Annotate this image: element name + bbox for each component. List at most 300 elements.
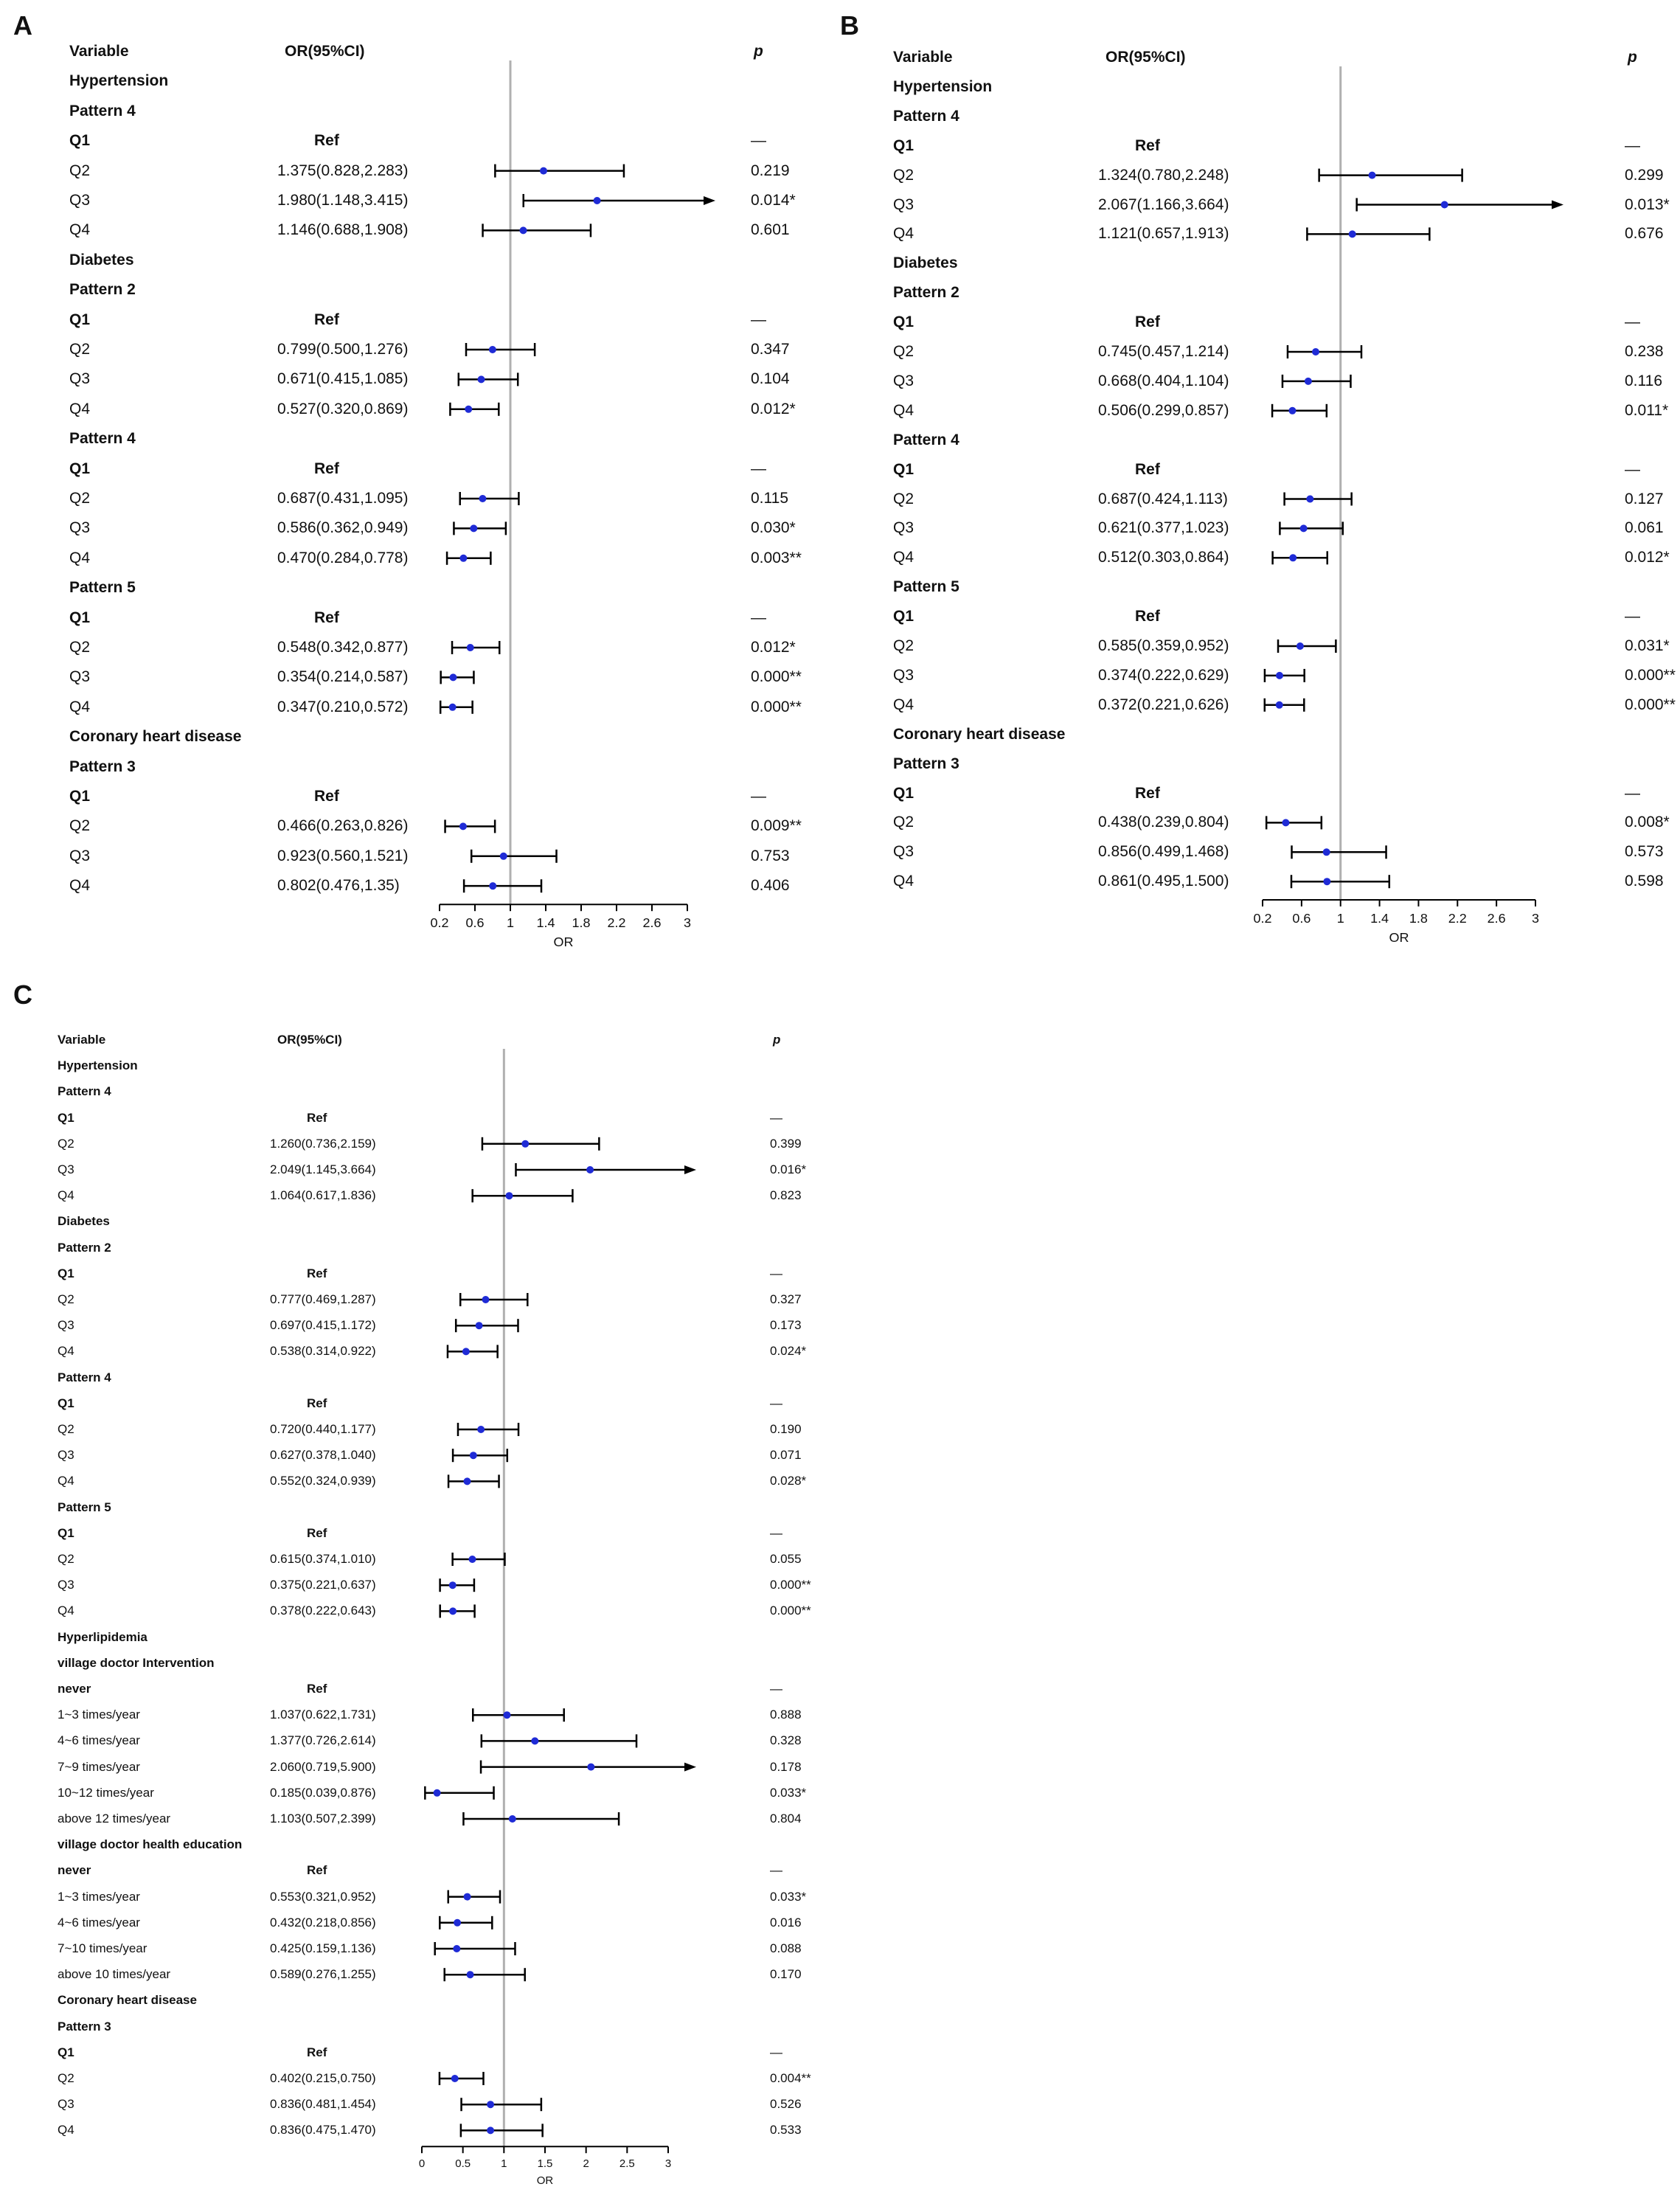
section-row <box>0 1626 840 1648</box>
data-row <box>840 635 1680 657</box>
data-row <box>0 2042 840 2064</box>
or-ci-value: 0.861(0.495,1.500) <box>1098 873 1229 890</box>
section-label: Coronary heart disease <box>69 728 242 746</box>
section-label: Pattern 4 <box>58 1370 111 1384</box>
data-row <box>840 311 1680 333</box>
p-value: 0.000** <box>770 1578 811 1592</box>
data-row <box>0 875 840 897</box>
p-value: 0.104 <box>751 370 790 388</box>
data-row <box>840 811 1680 833</box>
or-ci-value: 0.856(0.499,1.468) <box>1098 843 1229 861</box>
data-row <box>840 488 1680 510</box>
section-label: Pattern 5 <box>893 578 959 596</box>
p-value: — <box>770 1525 782 1540</box>
row-label: Q2 <box>58 1552 74 1566</box>
row-label: above 10 times/year <box>58 1967 171 1982</box>
section-label: Coronary heart disease <box>893 725 1066 743</box>
p-value: 0.061 <box>1625 519 1664 537</box>
p-value: 0.399 <box>770 1136 802 1151</box>
p-value: 0.676 <box>1625 225 1664 243</box>
or-ci-value: Ref <box>307 1110 327 1125</box>
p-value: 0.003** <box>751 549 802 566</box>
data-row <box>840 341 1680 363</box>
row-label: Q3 <box>893 666 914 684</box>
row-label: Q2 <box>58 1292 74 1306</box>
p-value: 0.031* <box>1625 637 1670 654</box>
data-row <box>0 1263 840 1285</box>
x-tick-label: 2.2 <box>1448 910 1467 926</box>
p-value: 0.000** <box>751 698 802 715</box>
data-row <box>0 815 840 837</box>
or-ci-value: 1.121(0.657,1.913) <box>1098 225 1229 243</box>
section-label: Pattern 3 <box>58 2019 111 2034</box>
data-row <box>0 1859 840 1882</box>
row-label: 7~9 times/year <box>58 1759 140 1774</box>
data-row <box>0 1107 840 1129</box>
section-label: Hypertension <box>69 72 169 90</box>
x-tick-label: 1.4 <box>536 915 555 931</box>
panel-label: A <box>13 10 32 41</box>
or-ci-value: 0.668(0.404,1.104) <box>1098 372 1229 389</box>
row-label: Q4 <box>58 1604 74 1618</box>
data-row <box>0 368 840 390</box>
or-ci-value: 0.585(0.359,0.952) <box>1098 637 1229 654</box>
section-label: Pattern 3 <box>69 757 136 775</box>
p-value: 0.000** <box>770 1604 811 1618</box>
p-value: 0.000** <box>751 668 802 686</box>
data-row <box>0 309 840 331</box>
x-tick-label: 2.6 <box>642 915 662 931</box>
data-row <box>0 1133 840 1155</box>
or-ci-value: 0.470(0.284,0.778) <box>277 549 409 566</box>
section-row <box>0 756 840 778</box>
x-tick-label: 1 <box>501 2157 507 2171</box>
x-tick-label: 1.8 <box>572 915 591 931</box>
or-ci-value: 0.185(0.039,0.876) <box>270 1785 376 1800</box>
data-row <box>0 845 840 867</box>
data-row <box>0 2067 840 2090</box>
or-ci-value: 0.615(0.374,1.010) <box>270 1552 376 1566</box>
section-row <box>0 1834 840 1856</box>
row-label: Q2 <box>893 490 914 507</box>
p-value: — <box>770 2045 782 2059</box>
row-label: Q2 <box>893 637 914 654</box>
x-tick-label: 3 <box>664 2157 672 2171</box>
section-row <box>840 429 1680 451</box>
data-row <box>0 1393 840 1415</box>
section-label: Pattern 4 <box>58 1084 111 1099</box>
data-row <box>0 488 840 510</box>
data-row <box>840 694 1680 716</box>
row-label: Q2 <box>69 639 91 656</box>
p-value: — <box>770 1863 782 1878</box>
row-label: Q3 <box>69 370 91 388</box>
or-ci-value: 0.777(0.469,1.287) <box>270 1292 376 1306</box>
section-row <box>0 1210 840 1233</box>
p-value: 0.533 <box>770 2123 802 2138</box>
p-value: — <box>770 1110 782 1125</box>
header-p-value: p <box>773 1033 781 1047</box>
row-label: Q4 <box>69 877 91 895</box>
or-ci-value: 1.324(0.780,2.248) <box>1098 166 1229 184</box>
section-label: Hypertension <box>58 1058 138 1073</box>
data-row <box>840 459 1680 481</box>
data-row <box>840 783 1680 805</box>
data-row <box>0 160 840 182</box>
row-label: 1~3 times/year <box>58 1889 140 1904</box>
row-label: Q3 <box>58 2097 74 2112</box>
p-value: — <box>751 460 766 477</box>
section-row <box>840 252 1680 274</box>
data-row <box>840 164 1680 187</box>
or-ci-value: 1.146(0.688,1.908) <box>277 221 409 239</box>
data-row <box>840 370 1680 392</box>
data-row <box>0 1600 840 1622</box>
row-label: Q1 <box>893 313 914 331</box>
row-label: Q1 <box>58 1396 74 1410</box>
data-row <box>840 135 1680 157</box>
row-label: Q4 <box>58 2123 74 2138</box>
or-ci-value: 1.260(0.736,2.159) <box>270 1136 376 1151</box>
or-ci-value: 1.377(0.726,2.614) <box>270 1733 376 1748</box>
section-row <box>0 428 840 450</box>
section-row <box>0 577 840 599</box>
header-variable: Variable <box>69 43 129 60</box>
or-ci-value: Ref <box>1135 313 1160 331</box>
or-ci-value: Ref <box>1135 608 1160 625</box>
x-tick-label: 1 <box>1336 910 1344 926</box>
section-row <box>0 249 840 271</box>
row-label: Q2 <box>58 2071 74 2085</box>
data-row <box>0 637 840 659</box>
p-value: 0.013* <box>1625 195 1670 213</box>
p-value: 0.526 <box>770 2097 802 2112</box>
or-ci-value: 0.671(0.415,1.085) <box>277 370 409 388</box>
section-label: Pattern 2 <box>893 284 959 302</box>
p-value: — <box>1625 784 1640 802</box>
row-label: 4~6 times/year <box>58 1915 140 1930</box>
p-value: — <box>1625 136 1640 154</box>
data-row <box>0 1159 840 1181</box>
or-ci-value: Ref <box>307 1525 327 1540</box>
section-row <box>0 70 840 92</box>
or-ci-value: 2.049(1.145,3.664) <box>270 1162 376 1176</box>
x-tick-label: 1.4 <box>1370 910 1389 926</box>
row-label: Q1 <box>69 311 91 328</box>
row-label: Q1 <box>58 1525 74 1540</box>
section-row <box>0 1989 840 2011</box>
or-ci-value: Ref <box>307 2045 327 2059</box>
section-row <box>840 282 1680 304</box>
data-row <box>0 1548 840 1570</box>
or-ci-value: 0.627(0.378,1.040) <box>270 1448 376 1463</box>
p-value: 0.573 <box>1625 843 1664 861</box>
data-row <box>0 1314 840 1337</box>
row-label: Q1 <box>58 1110 74 1125</box>
p-value: 0.327 <box>770 1292 802 1306</box>
row-label: Q2 <box>69 817 91 835</box>
section-label: Coronary heart disease <box>58 1993 197 2008</box>
x-axis-title: OR <box>536 2174 554 2188</box>
p-value: 0.088 <box>770 1941 802 1955</box>
data-row <box>840 400 1680 422</box>
data-row <box>0 130 840 152</box>
data-row <box>0 1782 840 1804</box>
section-row <box>840 576 1680 598</box>
or-ci-value: 0.720(0.440,1.177) <box>270 1422 376 1436</box>
or-ci-value: Ref <box>314 788 339 805</box>
data-row <box>0 219 840 241</box>
or-ci-value: 0.687(0.431,1.095) <box>277 490 409 507</box>
p-value: — <box>751 609 766 626</box>
p-value: 0.055 <box>770 1552 802 1566</box>
section-row <box>840 753 1680 775</box>
x-tick-label: 3 <box>1531 910 1540 926</box>
or-ci-value: 0.589(0.276,1.255) <box>270 1967 376 1982</box>
data-row <box>0 1678 840 1700</box>
row-label: Q4 <box>69 221 91 239</box>
data-row <box>0 1912 840 1934</box>
p-value: — <box>751 311 766 328</box>
or-ci-value: 0.548(0.342,0.877) <box>277 639 409 656</box>
section-label: Pattern 5 <box>69 579 136 597</box>
row-label: Q3 <box>58 1578 74 1592</box>
row-label: Q3 <box>893 372 914 389</box>
row-label: above 12 times/year <box>58 1812 171 1826</box>
row-label: Q2 <box>893 814 914 831</box>
x-tick-label: 2.2 <box>607 915 626 931</box>
x-axis-title: OR <box>553 935 574 950</box>
data-row <box>0 2119 840 2141</box>
section-label: Pattern 4 <box>893 431 959 448</box>
section-label: Pattern 4 <box>69 102 136 119</box>
p-value: 0.012* <box>1625 549 1670 566</box>
row-label: Q3 <box>58 1448 74 1463</box>
or-ci-value: 1.103(0.507,2.399) <box>270 1812 376 1826</box>
row-label: Q1 <box>58 2045 74 2059</box>
row-label: Q2 <box>893 343 914 360</box>
row-label: Q3 <box>69 668 91 686</box>
p-value: 0.170 <box>770 1967 802 1982</box>
or-ci-value: 0.466(0.263,0.826) <box>277 817 409 835</box>
section-label: Pattern 2 <box>69 281 136 299</box>
data-row <box>840 194 1680 216</box>
data-row <box>0 547 840 569</box>
row-label: Q3 <box>893 843 914 861</box>
section-label: Pattern 2 <box>58 1240 111 1255</box>
x-tick-label: 1.5 <box>537 2157 553 2171</box>
section-row <box>0 100 840 122</box>
data-row <box>840 223 1680 245</box>
row-label: Q4 <box>893 401 914 419</box>
row-label: Q3 <box>893 519 914 537</box>
row-label: Q1 <box>69 460 91 477</box>
p-value: 0.190 <box>770 1422 802 1436</box>
p-value: 0.115 <box>751 490 788 507</box>
or-ci-value: 0.923(0.560,1.521) <box>277 847 409 864</box>
p-value: 0.406 <box>751 877 790 895</box>
or-ci-value: 0.745(0.457,1.214) <box>1098 343 1229 360</box>
row-label: Q4 <box>58 1344 74 1359</box>
x-tick-label: 2.5 <box>619 2157 635 2171</box>
p-value: — <box>770 1266 782 1280</box>
or-ci-value: 0.402(0.215,0.750) <box>270 2071 376 2085</box>
section-row <box>0 2016 840 2038</box>
p-value: 0.071 <box>770 1448 802 1463</box>
or-ci-value: Ref <box>307 1863 327 1878</box>
or-ci-value: 0.552(0.324,0.939) <box>270 1474 376 1488</box>
data-row <box>0 517 840 539</box>
data-row <box>0 1938 840 1960</box>
or-ci-value: Ref <box>307 1682 327 1696</box>
or-ci-value: 0.512(0.303,0.864) <box>1098 549 1229 566</box>
p-value: 0.008* <box>1625 814 1670 831</box>
row-label: Q4 <box>893 225 914 243</box>
row-label: Q4 <box>58 1474 74 1488</box>
p-value: 0.012* <box>751 639 796 656</box>
or-ci-value: 0.687(0.424,1.113) <box>1098 490 1228 507</box>
data-row <box>0 2093 840 2115</box>
p-value: 0.033* <box>770 1785 807 1800</box>
x-tick-label: 0.5 <box>455 2157 471 2171</box>
or-ci-value: 0.432(0.218,0.856) <box>270 1915 376 1930</box>
data-row <box>840 606 1680 628</box>
or-ci-value: 0.836(0.481,1.454) <box>270 2097 376 2112</box>
p-value: 0.753 <box>751 847 790 864</box>
or-ci-value: 0.506(0.299,0.857) <box>1098 401 1229 419</box>
row-label: Q2 <box>893 166 914 184</box>
data-row <box>0 1470 840 1492</box>
data-row <box>0 1756 840 1778</box>
section-label: Diabetes <box>58 1214 110 1229</box>
row-label: never <box>58 1863 91 1878</box>
p-value: 0.299 <box>1625 166 1664 184</box>
section-label: Pattern 3 <box>893 755 959 772</box>
p-value: — <box>1625 608 1640 625</box>
data-row <box>840 841 1680 863</box>
or-ci-value: Ref <box>314 132 339 150</box>
or-ci-value: 0.553(0.321,0.952) <box>270 1889 376 1904</box>
p-value: 0.004** <box>770 2071 811 2085</box>
p-value: 0.173 <box>770 1318 802 1333</box>
p-value: — <box>751 132 766 150</box>
or-ci-value: Ref <box>1135 784 1160 802</box>
or-ci-value: 2.067(1.166,3.664) <box>1098 195 1229 213</box>
row-label: 4~6 times/year <box>58 1733 140 1748</box>
data-row <box>0 1808 840 1830</box>
section-label: Pattern 5 <box>58 1500 111 1514</box>
or-ci-value: Ref <box>1135 136 1160 154</box>
data-row <box>840 665 1680 687</box>
row-label: Q4 <box>893 549 914 566</box>
or-ci-value: 0.802(0.476,1.35) <box>277 877 400 895</box>
row-label: Q1 <box>893 460 914 478</box>
data-row <box>0 1963 840 1986</box>
p-value: 0.178 <box>770 1759 802 1774</box>
data-row <box>0 1444 840 1466</box>
or-ci-value: Ref <box>1135 460 1160 478</box>
header-p-value: p <box>1628 49 1637 66</box>
p-value: 0.238 <box>1625 343 1664 360</box>
row-label: Q1 <box>893 784 914 802</box>
x-tick-label: 0 <box>418 2157 426 2171</box>
p-value: 0.028* <box>770 1474 807 1488</box>
data-row <box>0 398 840 420</box>
data-row <box>0 666 840 688</box>
x-tick-label: 0.2 <box>1253 910 1272 926</box>
row-label: Q4 <box>69 549 91 566</box>
x-tick-label: 1 <box>506 915 515 931</box>
data-row <box>0 607 840 629</box>
or-ci-value: 0.621(0.377,1.023) <box>1098 519 1229 537</box>
p-value: 0.012* <box>751 400 796 417</box>
section-row <box>0 1367 840 1389</box>
row-label: Q4 <box>893 873 914 890</box>
section-label: Diabetes <box>893 254 958 272</box>
row-label: Q4 <box>69 400 91 417</box>
data-row <box>840 547 1680 569</box>
p-value: 0.000** <box>1625 666 1676 684</box>
or-ci-value: 2.060(0.719,5.900) <box>270 1759 376 1774</box>
section-label: village doctor Intervention <box>58 1655 215 1670</box>
p-value: 0.347 <box>751 341 790 358</box>
p-value: — <box>770 1682 782 1696</box>
section-label: Hypertension <box>893 77 993 95</box>
or-ci-value: 0.836(0.475,1.470) <box>270 2123 376 2138</box>
header-variable: Variable <box>893 49 953 66</box>
x-tick-label: 2.6 <box>1487 910 1506 926</box>
data-row <box>840 517 1680 539</box>
or-ci-value: Ref <box>314 460 339 477</box>
row-label: Q1 <box>58 1266 74 1280</box>
x-tick-label: 1.8 <box>1409 910 1428 926</box>
row-label: Q2 <box>58 1136 74 1151</box>
p-value: — <box>1625 313 1640 331</box>
row-label: never <box>58 1682 91 1696</box>
header-or-ci: OR(95%CI) <box>285 43 365 60</box>
or-ci-value: 0.697(0.415,1.172) <box>270 1318 376 1333</box>
p-value: — <box>1625 460 1640 478</box>
p-value: 0.116 <box>1625 372 1662 389</box>
x-tick-label: 2 <box>583 2157 589 2171</box>
row-label: Q1 <box>893 608 914 625</box>
x-tick-label: 3 <box>683 915 692 931</box>
data-row <box>0 1886 840 1908</box>
header-variable: Variable <box>58 1033 106 1047</box>
p-value: 0.823 <box>770 1188 802 1203</box>
p-value: 0.016* <box>770 1162 807 1176</box>
x-tick-label: 0.2 <box>430 915 449 931</box>
forest-plot-panel-a <box>0 0 840 951</box>
row-label: Q3 <box>69 519 91 537</box>
row-label: Q3 <box>69 192 91 209</box>
or-ci-value: 0.375(0.221,0.637) <box>270 1578 376 1592</box>
section-row <box>0 1081 840 1103</box>
x-tick-label: 0.6 <box>1292 910 1311 926</box>
or-ci-value: 0.799(0.500,1.276) <box>277 341 409 358</box>
section-row <box>0 1652 840 1674</box>
row-label: 7~10 times/year <box>58 1941 147 1955</box>
p-value: 0.000** <box>1625 696 1676 713</box>
data-row <box>0 339 840 361</box>
row-label: Q4 <box>58 1188 74 1203</box>
p-value: — <box>751 788 766 805</box>
or-ci-value: 0.374(0.222,0.629) <box>1098 666 1229 684</box>
section-row <box>840 724 1680 746</box>
row-label: Q4 <box>69 698 91 715</box>
row-label: Q1 <box>893 136 914 154</box>
p-value: 0.024* <box>770 1344 807 1359</box>
